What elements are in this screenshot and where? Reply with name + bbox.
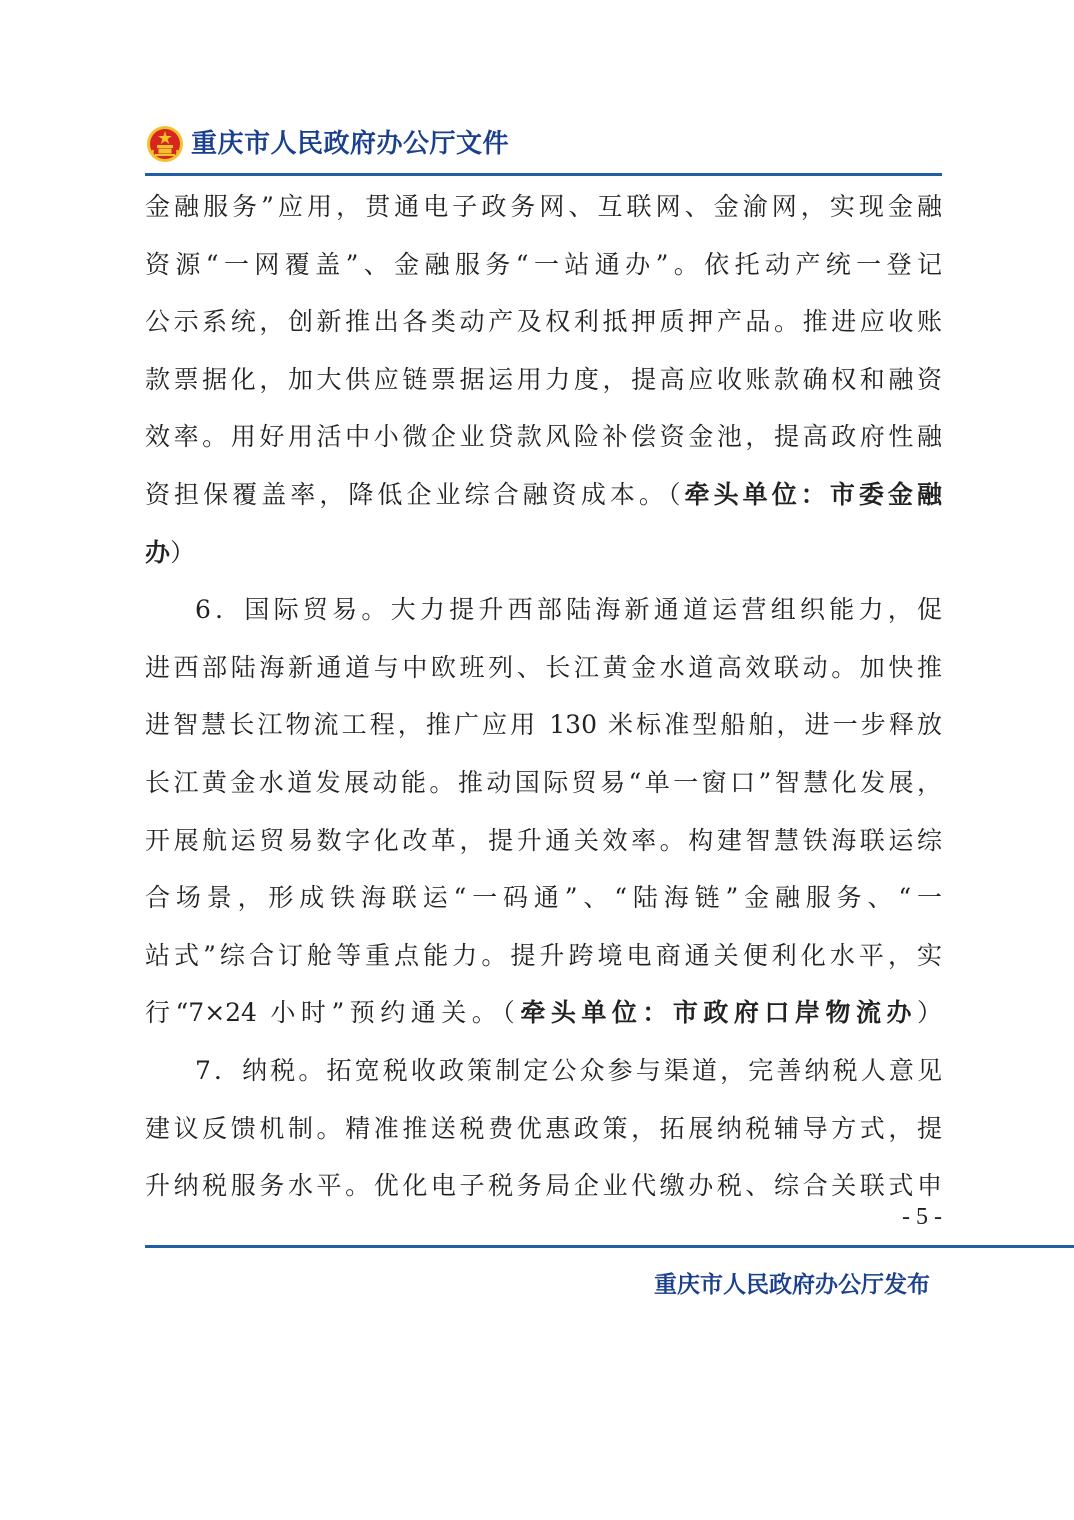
text-line: 长江黄金水道发展动能。推动国际贸易“单一窗口”智慧化发展， [145,767,942,797]
paragraph-7-first-line: 7．纳税。拓宽税收政策制定公众参与渠道，完善纳税人意见 [195,1055,942,1085]
text-line: 进智慧长江物流工程，推广应用 130 米标准型船舶，进一步释放 [145,710,942,740]
text-line: 金融服务”应用，贯通电子政务网、互联网、金渝网，实现金融 [145,192,942,221]
page-number: - 5 - [902,1204,942,1230]
text-line: 进西部陆海新通道与中欧班列、长江黄金水道高效联动。加快推 [145,652,942,682]
lead-unit-label: 牵头单位：市政府口岸物流办 [520,998,917,1028]
footer-divider [145,1245,1074,1248]
text-line: 建议反馈机制。精准推送税费优惠政策，拓展纳税辅导方式，提 [145,1113,942,1143]
text-line: 款票据化，加大供应链票据运用力度，提高应收账款确权和融资 [145,364,942,394]
lead-unit-label: 牵头单位：市委金融 [684,479,942,509]
text-span: 行“7×24 小时”预约通关。（ [145,998,521,1028]
text-line: 公示系统，创新推出各类动产及权利抵押质押产品。推进应收账 [145,307,942,337]
text-line: 站式”综合订舱等重点能力。提升跨境电商通关便利化水平，实 [145,940,942,970]
text-line: 开展航运贸易数字化改革，提升通关效率。构建智慧铁海联运综 [145,825,942,855]
document-header-title: 重庆市人民政府办公厅文件 [191,129,510,159]
lead-unit-label: 办 [145,537,171,567]
text-span: ） [170,537,196,567]
document-body [145,178,942,1215]
text-line: 升纳税服务水平。优化电子税务局企业代缴办税、综合关联式申 [145,1171,942,1201]
document-header [145,122,509,166]
text-span: ） [916,998,942,1028]
text-line: 合场景，形成铁海联运“一码通”、“陆海链”金融服务、“一 [145,883,942,913]
header-divider [145,173,942,176]
national-emblem-icon [145,124,185,164]
text-line [145,466,942,524]
text-line: 效率。用好用活中小微企业贷款风险补偿资金池，提高政府性融 [145,422,942,452]
text-span: 资担保覆盖率，降低企业综合融资成本。（ [145,479,685,509]
text-line: 资源“一网覆盖”、金融服务“一站通办”。依托动产统一登记 [145,249,942,279]
text-line [145,984,942,1042]
footer-publisher: 重庆市人民政府办公厅发布 [654,1271,930,1298]
text-line [145,524,942,582]
paragraph-6-first-line: 6．国际贸易。大力提升西部陆海新通道运营组织能力，促 [195,595,942,625]
